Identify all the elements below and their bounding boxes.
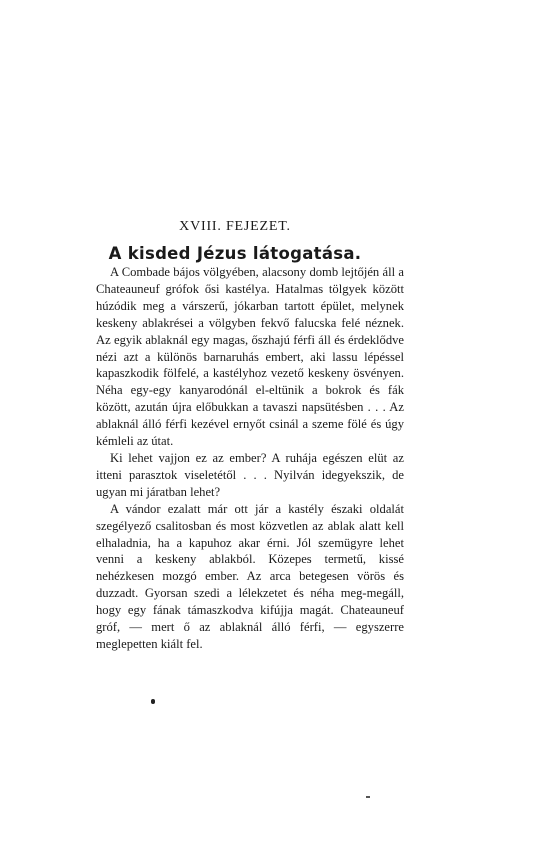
paragraph: Ki lehet vajjon ez az ember? A ruhája egészen elüt az itteni parasztok viseletétől . . . Nyilván idegyekszik, de ugyan mi járatban lehet?	[96, 450, 404, 499]
chapter-number: XVIII. FEJEZET.	[179, 219, 291, 234]
ink-speck	[151, 699, 155, 704]
paragraph: A vándor ezalatt már ott jár a kastély északi oldalát szegélyező csalitosban és most közvetlen az ablak alatt kell elhaladnia, ha a kapuhoz akar érni. Jól szemügyre lehet venni a keskeny ablakból. Közepes termetű, kissé nehézkesen mozgó ember. Az arca betegesen vörös és duzzadt. Gyorsan szedi a lélekzetet és néha meg-megáll, hogy egy fának támaszkodva kifújja magát. Chateauneuf gróf, — mert ő az ablaknál álló férfi, — egyszerre meglepetten kiált fel.	[96, 501, 404, 651]
chapter-title: A kisded Jézus látogatása.	[108, 244, 362, 263]
paragraph: A Combade bájos völgyében, alacsony domb lejtőjén áll a Chateauneuf grófok ősi kastélya. Hatalmas tölgyek között húzódik meg a várszerű, jókarban tartott épület, melynek keskeny ablakrései a völgyben fekvő falucska felé néznek. Az egyik ablaknál egy magas, őszhajú férfi áll és érdeklődve nézi azt a különös barnaruhás embert, aki lassu lépéssel kapaszkodik fölfelé, a kastélyhoz vezető keskeny ösvényen. Néha egy-egy kanyarodónál el-eltünik a bokrok és fák között, azután újra előbukkan a tavaszi napsütésben . . . Az ablaknál álló férfi kezével ernyőt csinál a szeme fölé és úgy kémleli az útat.	[96, 265, 404, 449]
chapter-body	[96, 264, 404, 653]
ink-speck	[366, 796, 370, 798]
